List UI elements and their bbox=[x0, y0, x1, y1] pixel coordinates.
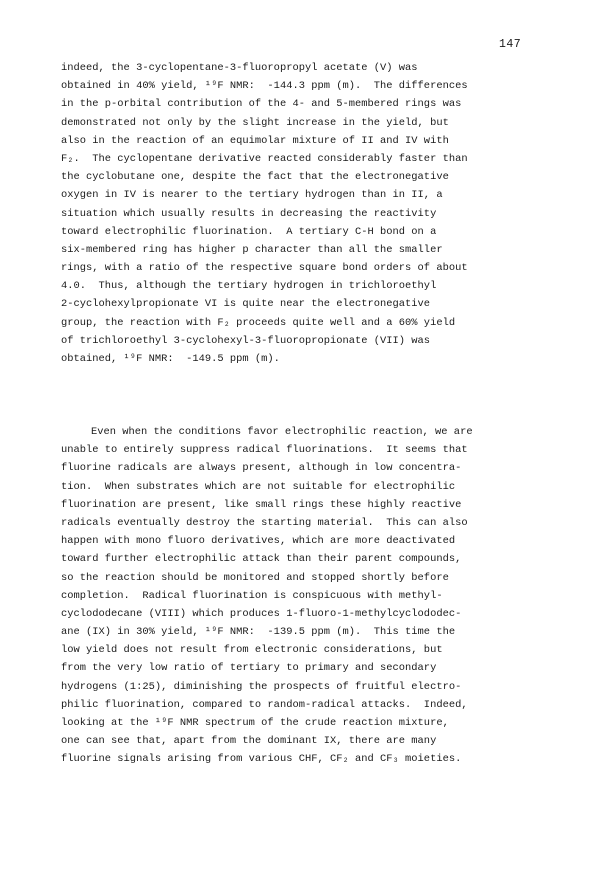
text-line: the cyclobutane one, despite the fact that the electronegative bbox=[61, 171, 449, 184]
text-line: toward further electrophilic attack than their parent compounds, bbox=[61, 553, 462, 566]
text-line: rings, with a ratio of the respective square bond orders of about bbox=[61, 262, 468, 275]
paragraph-1 bbox=[61, 59, 541, 368]
text-line: also in the reaction of an equimolar mixture of II and IV with bbox=[61, 134, 449, 147]
text-line: hydrogens (1:25), diminishing the prospects of fruitful electro- bbox=[61, 680, 462, 693]
text-line: fluorine radicals are always present, although in low concentra- bbox=[61, 462, 462, 475]
text-line: six-membered ring has higher p character than all the smaller bbox=[61, 243, 443, 256]
page-number: 147 bbox=[499, 38, 522, 51]
text-line: radicals eventually destroy the starting material. This can also bbox=[61, 516, 468, 529]
text-line: indeed, the 3-cyclopentane-3-fluoropropyl acetate (V) was bbox=[61, 62, 418, 74]
text-line: fluorine signals arising from various CHF, CF₂ and CF₃ moieties. bbox=[61, 753, 462, 766]
text-line: toward electrophilic fluorination. A tertiary C-H bond on a bbox=[61, 225, 437, 238]
text-line: one can see that, apart from the dominant IX, there are many bbox=[61, 735, 437, 748]
text-line: obtained, ¹⁹F NMR: -149.5 ppm (m). bbox=[61, 353, 280, 365]
text-line: of trichloroethyl 3-cyclohexyl-3-fluoropropionate (VII) was bbox=[61, 334, 431, 347]
text-line: so the reaction should be monitored and stopped shortly before bbox=[61, 571, 449, 584]
text-line: demonstrated not only by the slight increase in the yield, but bbox=[61, 116, 449, 129]
text-line: happen with mono fluoro derivatives, which are more deactivated bbox=[61, 535, 456, 548]
text-line: low yield does not result from electronic considerations, but bbox=[61, 644, 443, 657]
text-line: obtained in 40% yield, ¹⁹F NMR: -144.3 ppm (m). The differences bbox=[61, 80, 468, 93]
text-line: completion. Radical fluorination is conspicuous with methyl- bbox=[61, 589, 443, 602]
text-line: looking at the ¹⁹F NMR spectrum of the crude reaction mixture, bbox=[61, 717, 449, 729]
text-line: ane (IX) in 30% yield, ¹⁹F NMR: -139.5 ppm (m). This time the bbox=[61, 626, 456, 639]
text-line: philic fluorination, compared to random-radical attacks. Indeed, bbox=[61, 698, 468, 711]
text-line: oxygen in IV is nearer to the tertiary hydrogen than in II, a bbox=[61, 189, 443, 202]
text-line: 2-cyclohexylpropionate VI is quite near the electronegative bbox=[61, 298, 431, 311]
text-line: situation which usually results in decreasing the reactivity bbox=[61, 207, 437, 220]
text-line: fluorination are present, like small rings these highly reactive bbox=[61, 498, 462, 511]
text-line: from the very low ratio of tertiary to primary and secondary bbox=[61, 662, 437, 675]
text-line: unable to entirely suppress radical fluorinations. It seems that bbox=[61, 444, 468, 457]
paragraph-2 bbox=[61, 423, 541, 769]
text-line: cyclododecane (VIII) which produces 1-fluoro-1-methylcyclododec- bbox=[61, 607, 462, 620]
text-line: in the p-orbital contribution of the 4- and 5-membered rings was bbox=[61, 98, 462, 111]
text-line: group, the reaction with F₂ proceeds quite well and a 60% yield bbox=[61, 316, 456, 329]
text-line: 4.0. Thus, although the tertiary hydrogen in trichloroethyl bbox=[61, 280, 437, 293]
text-line: F₂. The cyclopentane derivative reacted considerably faster than bbox=[61, 152, 468, 165]
text-line: tion. When substrates which are not suitable for electrophilic bbox=[61, 480, 456, 493]
text-line: Even when the conditions favor electrophilic reaction, we are bbox=[91, 426, 473, 438]
